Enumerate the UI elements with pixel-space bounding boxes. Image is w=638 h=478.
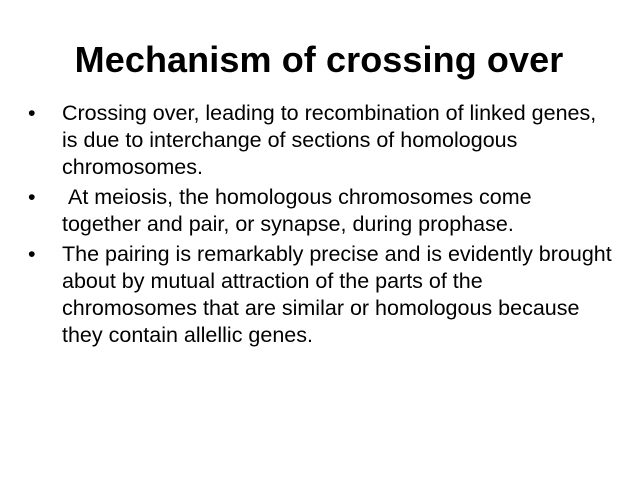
bullet-dot-icon: • [28,185,36,209]
bullet-text: The pairing is remarkably precise and is evidently brought about by mutual attraction of the parts of the chromosomes that are similar or homologous because they contain allellic genes. [62,242,612,347]
bullet-list [28,100,613,352]
bullet-text: At meiosis, the homologous chromosomes come together and pair, or synapse, during prophase. [62,185,538,236]
bullet-item [28,184,613,238]
bullet-dot-icon: • [28,101,36,125]
bullet-text: Crossing over, leading to recombination of linked genes, is due to interchange of sections of homologous chromosomes. [62,101,597,179]
bullet-dot-icon: • [28,242,36,266]
bullet-item [28,241,613,349]
bullet-item [28,100,613,181]
slide-title: Mechanism of crossing over [74,39,564,80]
